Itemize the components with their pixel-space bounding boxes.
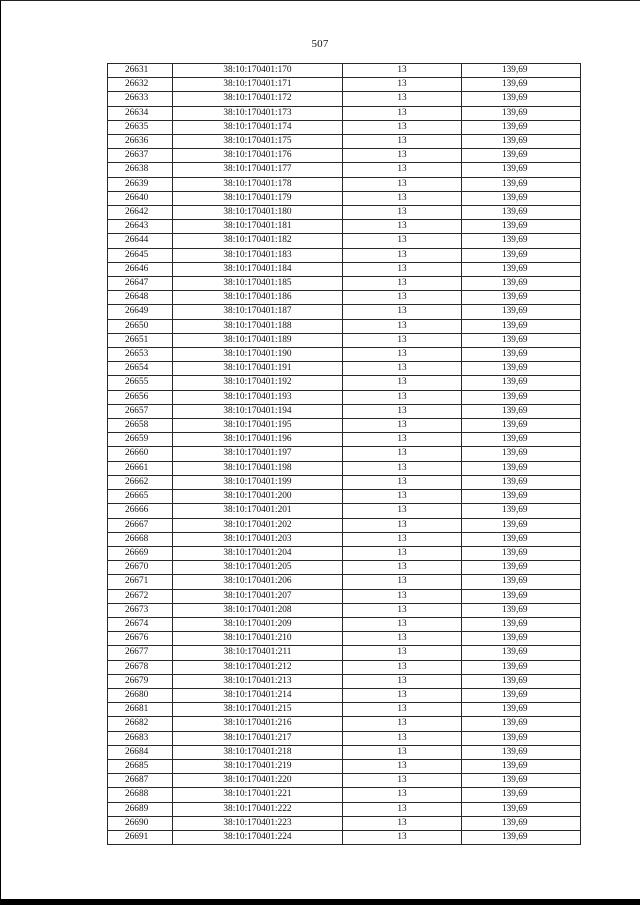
count-cell: 13 — [343, 120, 462, 134]
area-value-cell: 139,69 — [462, 191, 581, 205]
row-number-cell: 26637 — [108, 149, 173, 163]
row-number-cell: 26678 — [108, 660, 173, 674]
count-cell: 13 — [343, 177, 462, 191]
cadastral-number-cell: 38:10:170401:199 — [173, 475, 343, 489]
row-number-cell: 26659 — [108, 433, 173, 447]
table-row — [108, 404, 581, 418]
row-number-cell: 26631 — [108, 64, 173, 78]
row-number-cell: 26660 — [108, 447, 173, 461]
table-row — [108, 717, 581, 731]
table-row — [108, 106, 581, 120]
table-row — [108, 745, 581, 759]
cadastral-number-cell: 38:10:170401:172 — [173, 92, 343, 106]
area-value-cell: 139,69 — [462, 575, 581, 589]
area-value-cell: 139,69 — [462, 291, 581, 305]
cadastral-number-cell: 38:10:170401:219 — [173, 759, 343, 773]
row-number-cell: 26636 — [108, 135, 173, 149]
cadastral-number-cell: 38:10:170401:171 — [173, 78, 343, 92]
cadastral-number-cell: 38:10:170401:200 — [173, 490, 343, 504]
count-cell: 13 — [343, 660, 462, 674]
cadastral-number-cell: 38:10:170401:174 — [173, 120, 343, 134]
row-number-cell: 26654 — [108, 362, 173, 376]
table-row — [108, 603, 581, 617]
count-cell: 13 — [343, 78, 462, 92]
area-value-cell: 139,69 — [462, 617, 581, 631]
table-row — [108, 333, 581, 347]
area-value-cell: 139,69 — [462, 220, 581, 234]
table-row — [108, 376, 581, 390]
table-row — [108, 830, 581, 844]
table-row — [108, 277, 581, 291]
cadastral-number-cell: 38:10:170401:185 — [173, 277, 343, 291]
row-number-cell: 26648 — [108, 291, 173, 305]
table-row — [108, 532, 581, 546]
row-number-cell: 26650 — [108, 319, 173, 333]
cadastral-number-cell: 38:10:170401:188 — [173, 319, 343, 333]
table-row — [108, 64, 581, 78]
table-row — [108, 788, 581, 802]
table-row — [108, 149, 581, 163]
area-value-cell: 139,69 — [462, 362, 581, 376]
cadastral-number-cell: 38:10:170401:178 — [173, 177, 343, 191]
area-value-cell: 139,69 — [462, 92, 581, 106]
area-value-cell: 139,69 — [462, 731, 581, 745]
count-cell: 13 — [343, 333, 462, 347]
row-number-cell: 26638 — [108, 163, 173, 177]
count-cell: 13 — [343, 475, 462, 489]
table-row — [108, 461, 581, 475]
area-value-cell: 139,69 — [462, 475, 581, 489]
area-value-cell: 139,69 — [462, 333, 581, 347]
count-cell: 13 — [343, 490, 462, 504]
area-value-cell: 139,69 — [462, 816, 581, 830]
scan-top-edge — [0, 0, 640, 1]
row-number-cell: 26673 — [108, 603, 173, 617]
table-row — [108, 475, 581, 489]
row-number-cell: 26685 — [108, 759, 173, 773]
area-value-cell: 139,69 — [462, 603, 581, 617]
row-number-cell: 26657 — [108, 404, 173, 418]
table-row — [108, 220, 581, 234]
cadastral-number-cell: 38:10:170401:179 — [173, 191, 343, 205]
area-value-cell: 139,69 — [462, 774, 581, 788]
parcel-table — [107, 63, 581, 845]
area-value-cell: 139,69 — [462, 632, 581, 646]
table-row — [108, 362, 581, 376]
count-cell: 13 — [343, 419, 462, 433]
table-row — [108, 305, 581, 319]
row-number-cell: 26670 — [108, 561, 173, 575]
cadastral-number-cell: 38:10:170401:211 — [173, 646, 343, 660]
table-row — [108, 191, 581, 205]
row-number-cell: 26644 — [108, 234, 173, 248]
table-row — [108, 135, 581, 149]
count-cell: 13 — [343, 433, 462, 447]
area-value-cell: 139,69 — [462, 106, 581, 120]
cadastral-number-cell: 38:10:170401:191 — [173, 362, 343, 376]
count-cell: 13 — [343, 688, 462, 702]
count-cell: 13 — [343, 830, 462, 844]
count-cell: 13 — [343, 518, 462, 532]
cadastral-number-cell: 38:10:170401:198 — [173, 461, 343, 475]
cadastral-number-cell: 38:10:170401:204 — [173, 546, 343, 560]
table-row — [108, 632, 581, 646]
cadastral-number-cell: 38:10:170401:197 — [173, 447, 343, 461]
count-cell: 13 — [343, 788, 462, 802]
row-number-cell: 26684 — [108, 745, 173, 759]
count-cell: 13 — [343, 447, 462, 461]
row-number-cell: 26662 — [108, 475, 173, 489]
scan-left-edge — [0, 0, 1, 905]
count-cell: 13 — [343, 106, 462, 120]
row-number-cell: 26635 — [108, 120, 173, 134]
cadastral-number-cell: 38:10:170401:207 — [173, 589, 343, 603]
table-row — [108, 504, 581, 518]
scan-bottom-bar — [0, 899, 640, 905]
area-value-cell: 139,69 — [462, 490, 581, 504]
count-cell: 13 — [343, 362, 462, 376]
area-value-cell: 139,69 — [462, 163, 581, 177]
cadastral-number-cell: 38:10:170401:220 — [173, 774, 343, 788]
count-cell: 13 — [343, 262, 462, 276]
table-row — [108, 177, 581, 191]
row-number-cell: 26683 — [108, 731, 173, 745]
row-number-cell: 26647 — [108, 277, 173, 291]
cadastral-number-cell: 38:10:170401:213 — [173, 674, 343, 688]
cadastral-number-cell: 38:10:170401:175 — [173, 135, 343, 149]
area-value-cell: 139,69 — [462, 589, 581, 603]
table-row — [108, 248, 581, 262]
count-cell: 13 — [343, 376, 462, 390]
area-value-cell: 139,69 — [462, 561, 581, 575]
count-cell: 13 — [343, 319, 462, 333]
count-cell: 13 — [343, 461, 462, 475]
area-value-cell: 139,69 — [462, 177, 581, 191]
table-row — [108, 731, 581, 745]
cadastral-number-cell: 38:10:170401:193 — [173, 390, 343, 404]
table-row — [108, 575, 581, 589]
cadastral-number-cell: 38:10:170401:173 — [173, 106, 343, 120]
cadastral-number-cell: 38:10:170401:192 — [173, 376, 343, 390]
parcel-table-body — [108, 64, 581, 845]
cadastral-number-cell: 38:10:170401:212 — [173, 660, 343, 674]
cadastral-number-cell: 38:10:170401:216 — [173, 717, 343, 731]
area-value-cell: 139,69 — [462, 262, 581, 276]
cadastral-number-cell: 38:10:170401:176 — [173, 149, 343, 163]
cadastral-number-cell: 38:10:170401:214 — [173, 688, 343, 702]
table-row — [108, 518, 581, 532]
cadastral-number-cell: 38:10:170401:210 — [173, 632, 343, 646]
area-value-cell: 139,69 — [462, 404, 581, 418]
count-cell: 13 — [343, 248, 462, 262]
count-cell: 13 — [343, 348, 462, 362]
row-number-cell: 26679 — [108, 674, 173, 688]
row-number-cell: 26671 — [108, 575, 173, 589]
count-cell: 13 — [343, 532, 462, 546]
area-value-cell: 139,69 — [462, 206, 581, 220]
row-number-cell: 26646 — [108, 262, 173, 276]
area-value-cell: 139,69 — [462, 646, 581, 660]
count-cell: 13 — [343, 575, 462, 589]
area-value-cell: 139,69 — [462, 305, 581, 319]
table-row — [108, 348, 581, 362]
row-number-cell: 26668 — [108, 532, 173, 546]
row-number-cell: 26667 — [108, 518, 173, 532]
cadastral-number-cell: 38:10:170401:186 — [173, 291, 343, 305]
cadastral-number-cell: 38:10:170401:170 — [173, 64, 343, 78]
row-number-cell: 26643 — [108, 220, 173, 234]
count-cell: 13 — [343, 589, 462, 603]
cadastral-number-cell: 38:10:170401:177 — [173, 163, 343, 177]
area-value-cell: 139,69 — [462, 348, 581, 362]
count-cell: 13 — [343, 561, 462, 575]
cadastral-number-cell: 38:10:170401:195 — [173, 419, 343, 433]
cadastral-number-cell: 38:10:170401:205 — [173, 561, 343, 575]
row-number-cell: 26661 — [108, 461, 173, 475]
count-cell: 13 — [343, 632, 462, 646]
cadastral-number-cell: 38:10:170401:201 — [173, 504, 343, 518]
row-number-cell: 26687 — [108, 774, 173, 788]
cadastral-number-cell: 38:10:170401:202 — [173, 518, 343, 532]
row-number-cell: 26669 — [108, 546, 173, 560]
row-number-cell: 26642 — [108, 206, 173, 220]
table-row — [108, 660, 581, 674]
area-value-cell: 139,69 — [462, 277, 581, 291]
count-cell: 13 — [343, 759, 462, 773]
table-row — [108, 674, 581, 688]
count-cell: 13 — [343, 617, 462, 631]
area-value-cell: 139,69 — [462, 419, 581, 433]
row-number-cell: 26651 — [108, 333, 173, 347]
cadastral-number-cell: 38:10:170401:208 — [173, 603, 343, 617]
cadastral-number-cell: 38:10:170401:194 — [173, 404, 343, 418]
cadastral-number-cell: 38:10:170401:217 — [173, 731, 343, 745]
cadastral-number-cell: 38:10:170401:190 — [173, 348, 343, 362]
count-cell: 13 — [343, 305, 462, 319]
count-cell: 13 — [343, 234, 462, 248]
table-row — [108, 646, 581, 660]
row-number-cell: 26676 — [108, 632, 173, 646]
row-number-cell: 26655 — [108, 376, 173, 390]
count-cell: 13 — [343, 191, 462, 205]
row-number-cell: 26639 — [108, 177, 173, 191]
area-value-cell: 139,69 — [462, 660, 581, 674]
row-number-cell: 26633 — [108, 92, 173, 106]
count-cell: 13 — [343, 546, 462, 560]
row-number-cell: 26656 — [108, 390, 173, 404]
row-number-cell: 26665 — [108, 490, 173, 504]
table-row — [108, 419, 581, 433]
cadastral-number-cell: 38:10:170401:203 — [173, 532, 343, 546]
row-number-cell: 26666 — [108, 504, 173, 518]
count-cell: 13 — [343, 603, 462, 617]
area-value-cell: 139,69 — [462, 78, 581, 92]
table-row — [108, 390, 581, 404]
area-value-cell: 139,69 — [462, 532, 581, 546]
count-cell: 13 — [343, 135, 462, 149]
count-cell: 13 — [343, 504, 462, 518]
cadastral-number-cell: 38:10:170401:187 — [173, 305, 343, 319]
table-row — [108, 802, 581, 816]
count-cell: 13 — [343, 220, 462, 234]
area-value-cell: 139,69 — [462, 802, 581, 816]
count-cell: 13 — [343, 802, 462, 816]
area-value-cell: 139,69 — [462, 248, 581, 262]
area-value-cell: 139,69 — [462, 234, 581, 248]
area-value-cell: 139,69 — [462, 717, 581, 731]
cadastral-number-cell: 38:10:170401:196 — [173, 433, 343, 447]
count-cell: 13 — [343, 745, 462, 759]
table-row — [108, 490, 581, 504]
row-number-cell: 26649 — [108, 305, 173, 319]
table-row — [108, 546, 581, 560]
area-value-cell: 139,69 — [462, 674, 581, 688]
area-value-cell: 139,69 — [462, 319, 581, 333]
row-number-cell: 26690 — [108, 816, 173, 830]
count-cell: 13 — [343, 703, 462, 717]
row-number-cell: 26689 — [108, 802, 173, 816]
cadastral-number-cell: 38:10:170401:181 — [173, 220, 343, 234]
area-value-cell: 139,69 — [462, 745, 581, 759]
table-row — [108, 816, 581, 830]
count-cell: 13 — [343, 291, 462, 305]
area-value-cell: 139,69 — [462, 688, 581, 702]
cadastral-number-cell: 38:10:170401:224 — [173, 830, 343, 844]
table-row — [108, 120, 581, 134]
count-cell: 13 — [343, 64, 462, 78]
cadastral-number-cell: 38:10:170401:189 — [173, 333, 343, 347]
area-value-cell: 139,69 — [462, 788, 581, 802]
area-value-cell: 139,69 — [462, 64, 581, 78]
area-value-cell: 139,69 — [462, 149, 581, 163]
count-cell: 13 — [343, 92, 462, 106]
row-number-cell: 26645 — [108, 248, 173, 262]
count-cell: 13 — [343, 731, 462, 745]
cadastral-number-cell: 38:10:170401:222 — [173, 802, 343, 816]
count-cell: 13 — [343, 646, 462, 660]
count-cell: 13 — [343, 206, 462, 220]
row-number-cell: 26640 — [108, 191, 173, 205]
cadastral-number-cell: 38:10:170401:223 — [173, 816, 343, 830]
cadastral-number-cell: 38:10:170401:180 — [173, 206, 343, 220]
area-value-cell: 139,69 — [462, 447, 581, 461]
table-row — [108, 262, 581, 276]
row-number-cell: 26658 — [108, 419, 173, 433]
table-row — [108, 78, 581, 92]
cadastral-number-cell: 38:10:170401:215 — [173, 703, 343, 717]
row-number-cell: 26681 — [108, 703, 173, 717]
table-row — [108, 703, 581, 717]
table-row — [108, 589, 581, 603]
table-row — [108, 291, 581, 305]
count-cell: 13 — [343, 277, 462, 291]
area-value-cell: 139,69 — [462, 830, 581, 844]
area-value-cell: 139,69 — [462, 135, 581, 149]
table-row — [108, 561, 581, 575]
row-number-cell: 26672 — [108, 589, 173, 603]
area-value-cell: 139,69 — [462, 759, 581, 773]
table-row — [108, 433, 581, 447]
table-row — [108, 163, 581, 177]
row-number-cell: 26634 — [108, 106, 173, 120]
row-number-cell: 26682 — [108, 717, 173, 731]
count-cell: 13 — [343, 163, 462, 177]
count-cell: 13 — [343, 774, 462, 788]
cadastral-number-cell: 38:10:170401:218 — [173, 745, 343, 759]
table-row — [108, 774, 581, 788]
row-number-cell: 26674 — [108, 617, 173, 631]
cadastral-number-cell: 38:10:170401:183 — [173, 248, 343, 262]
area-value-cell: 139,69 — [462, 504, 581, 518]
row-number-cell: 26688 — [108, 788, 173, 802]
count-cell: 13 — [343, 717, 462, 731]
cadastral-number-cell: 38:10:170401:221 — [173, 788, 343, 802]
table-row — [108, 447, 581, 461]
count-cell: 13 — [343, 674, 462, 688]
area-value-cell: 139,69 — [462, 461, 581, 475]
row-number-cell: 26677 — [108, 646, 173, 660]
count-cell: 13 — [343, 149, 462, 163]
area-value-cell: 139,69 — [462, 390, 581, 404]
table-row — [108, 759, 581, 773]
area-value-cell: 139,69 — [462, 433, 581, 447]
table-row — [108, 206, 581, 220]
area-value-cell: 139,69 — [462, 703, 581, 717]
area-value-cell: 139,69 — [462, 546, 581, 560]
cadastral-number-cell: 38:10:170401:206 — [173, 575, 343, 589]
table-row — [108, 617, 581, 631]
row-number-cell: 26653 — [108, 348, 173, 362]
area-value-cell: 139,69 — [462, 120, 581, 134]
cadastral-number-cell: 38:10:170401:182 — [173, 234, 343, 248]
row-number-cell: 26680 — [108, 688, 173, 702]
area-value-cell: 139,69 — [462, 376, 581, 390]
count-cell: 13 — [343, 390, 462, 404]
table-row — [108, 92, 581, 106]
cadastral-number-cell: 38:10:170401:209 — [173, 617, 343, 631]
table-row — [108, 688, 581, 702]
table-row — [108, 234, 581, 248]
cadastral-number-cell: 38:10:170401:184 — [173, 262, 343, 276]
area-value-cell: 139,69 — [462, 518, 581, 532]
count-cell: 13 — [343, 816, 462, 830]
table-row — [108, 319, 581, 333]
page-number: 507 — [311, 38, 329, 50]
row-number-cell: 26691 — [108, 830, 173, 844]
count-cell: 13 — [343, 404, 462, 418]
row-number-cell: 26632 — [108, 78, 173, 92]
